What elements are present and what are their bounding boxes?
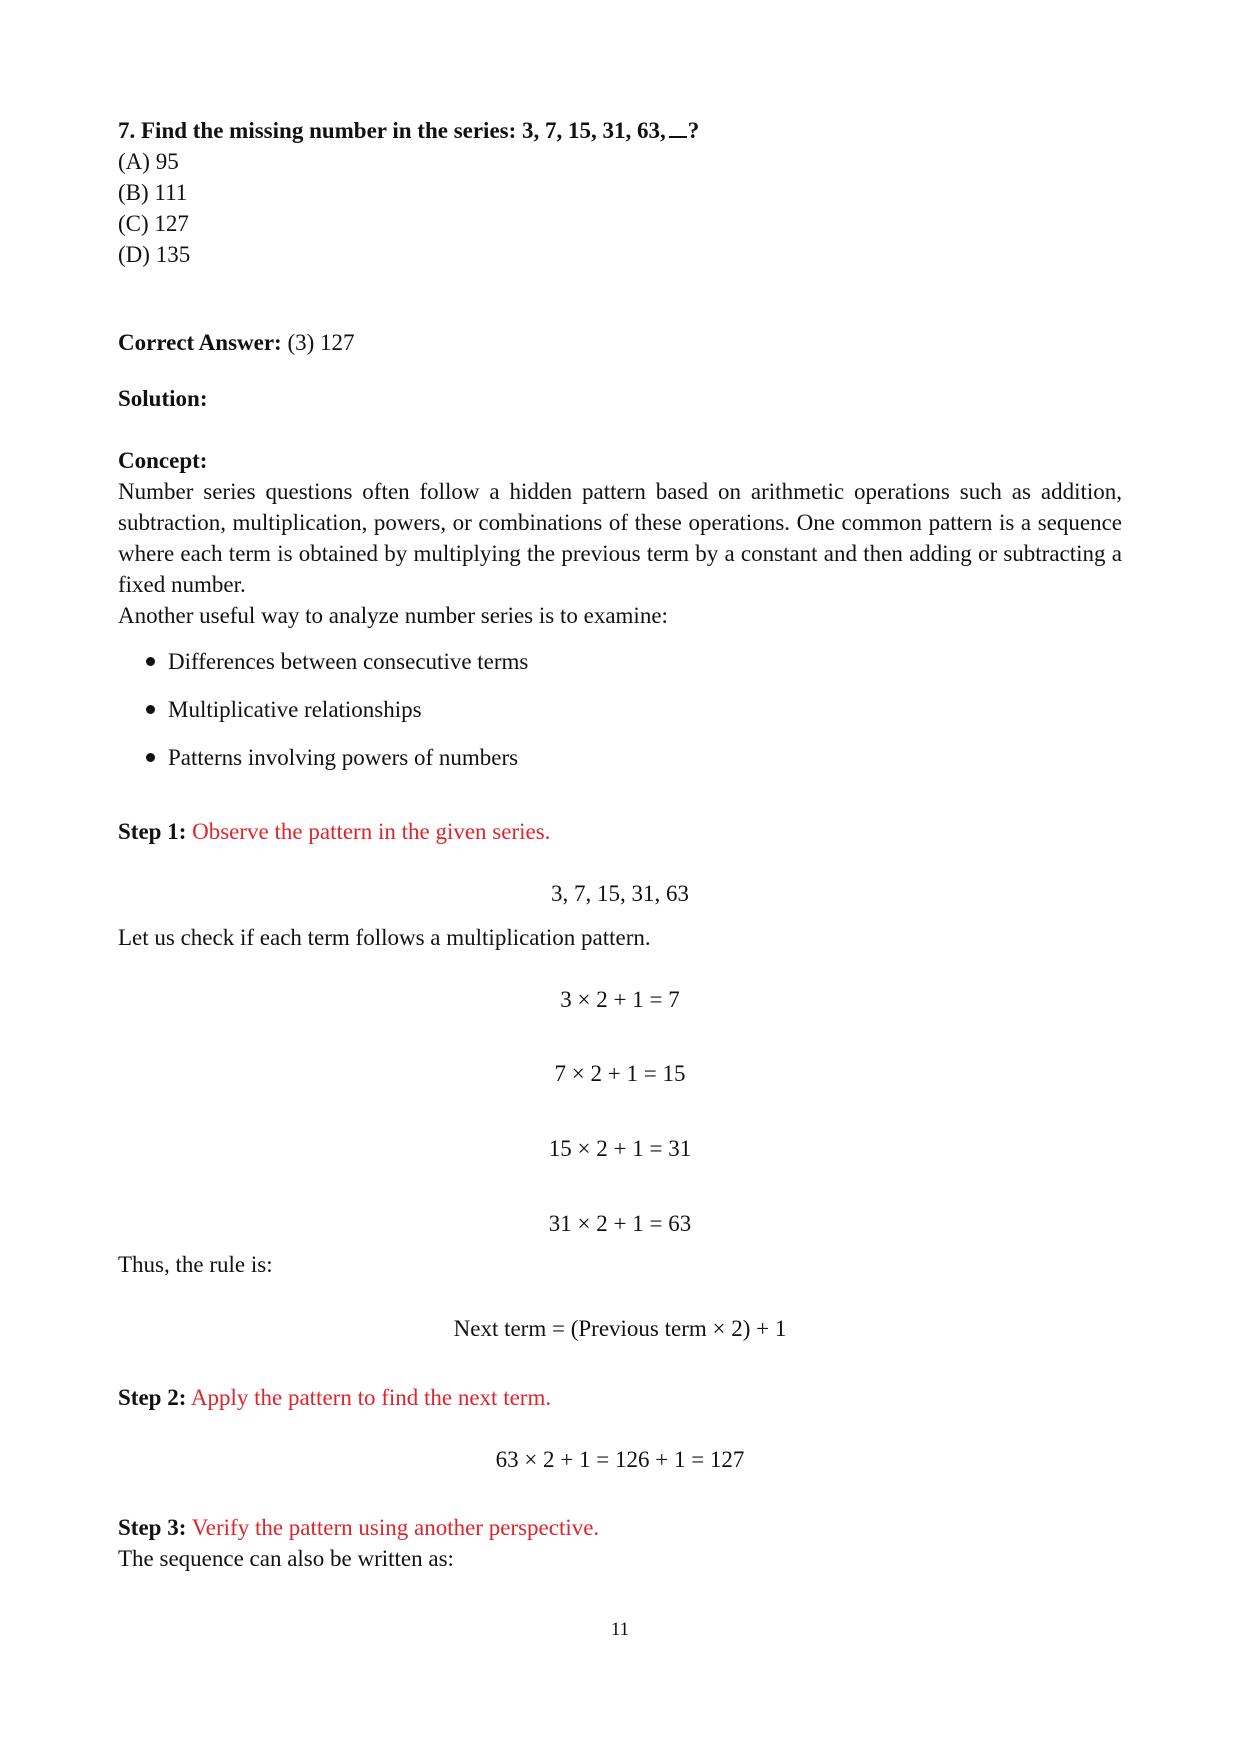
question-number: 7. (118, 118, 136, 143)
step2-heading (118, 1382, 551, 1413)
equation: 7 × 2 + 1 = 15 (554, 1061, 686, 1086)
step1-heading (118, 816, 550, 847)
bullet-text: Multiplicative relationships (168, 697, 422, 722)
option-value: 135 (155, 242, 191, 267)
step1-label: Step 1: (118, 819, 187, 844)
step1-check-text: Let us check if each term follows a multiplication pattern. (118, 925, 651, 950)
concept-paragraph: Number series questions often follow a hidden pattern based on arithmetic operations such as addition, subtraction, multiplication, powers, or combinations of these operations. One common pattern is a sequence where each term is obtained by multiplying the previous term by a constant and then adding or subtracting a fixed number. (118, 479, 1122, 597)
option-a (118, 146, 179, 177)
solution-heading: Solution: (118, 386, 208, 411)
correct-answer-label: Correct Answer: (118, 330, 282, 355)
step3-text: The sequence can also be written as: (118, 1546, 454, 1571)
equation: 31 × 2 + 1 = 63 (548, 1211, 692, 1236)
step2-equation: 63 × 2 + 1 = 126 + 1 = 127 (495, 1447, 745, 1472)
step3-label: Step 3: (118, 1515, 187, 1540)
step1-title: Observe the pattern in the given series. (192, 819, 551, 844)
series-display: 3, 7, 15, 31, 63 (551, 881, 689, 906)
step3-heading (118, 1512, 599, 1543)
option-label: (A) (118, 149, 150, 174)
option-label: (D) (118, 242, 150, 267)
bullet-icon (146, 657, 155, 666)
option-label: (C) (118, 211, 149, 236)
bullet-icon (146, 753, 155, 762)
option-value: 127 (154, 211, 189, 236)
step2-label: Step 2: (118, 1385, 187, 1410)
correct-answer-value: (3) 127 (287, 330, 355, 355)
concept-heading: Concept: (118, 448, 208, 473)
bullet-item (146, 694, 422, 725)
question-suffix: ? (687, 118, 700, 143)
bullet-item (146, 646, 528, 677)
question-heading (118, 115, 699, 146)
step2-title: Apply the pattern to find the next term. (190, 1385, 552, 1410)
bullet-text: Patterns involving powers of numbers (168, 745, 519, 770)
bullet-text: Differences between consecutive terms (168, 649, 529, 674)
option-d (118, 239, 190, 270)
equation: 15 × 2 + 1 = 31 (548, 1136, 692, 1161)
equation: 3 × 2 + 1 = 7 (560, 987, 680, 1012)
option-b (118, 177, 187, 208)
option-label: (B) (118, 180, 149, 205)
option-value: 111 (154, 180, 188, 205)
blank-placeholder (669, 136, 687, 138)
option-c (118, 208, 189, 239)
rule-formula: Next term = (Previous term × 2) + 1 (453, 1316, 787, 1341)
concept-intro: Another useful way to analyze number series is to examine: (118, 603, 668, 628)
step3-title: Verify the pattern using another perspective. (191, 1515, 600, 1540)
question-text: Find the missing number in the series: 3, 7, 15, 31, 63, (141, 118, 666, 143)
option-value: 95 (155, 149, 179, 174)
bullet-item (146, 742, 518, 773)
bullet-icon (146, 705, 155, 714)
correct-answer (118, 327, 355, 358)
page-number: 11 (610, 1619, 630, 1640)
rule-intro: Thus, the rule is: (118, 1252, 273, 1277)
